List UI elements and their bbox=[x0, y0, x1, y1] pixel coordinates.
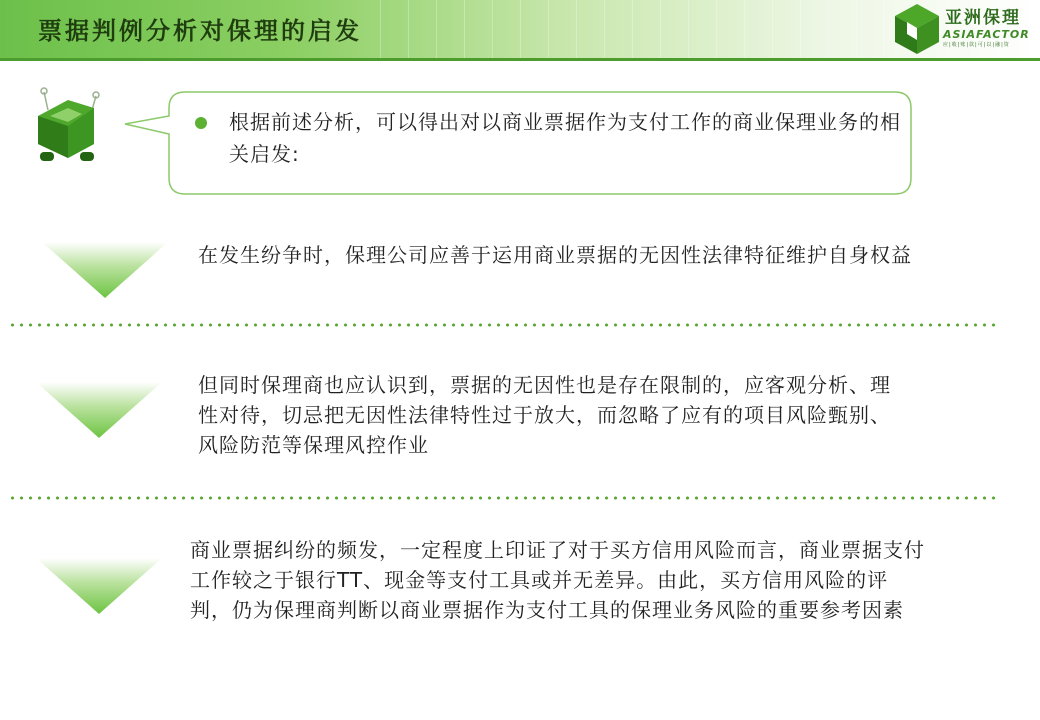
logo-slogan: 应|收|账|款|可|以|融|资 bbox=[943, 42, 1010, 48]
point-text-3: 商业票据纠纷的频发，一定程度上印证了对于买方信用风险而言，商业票据支付工作较之于银行TT、现金等支付工具或并无差异。由此，买方信用风险的评判，仍为保理商判断以商业票据作为支付工具的保理业务风险的重要参考因素 bbox=[190, 538, 925, 622]
dotted-divider bbox=[8, 496, 1000, 500]
header-divider bbox=[0, 58, 1040, 61]
logo-name-en: ASIAFACTOR bbox=[943, 28, 1030, 41]
chevron-down-icon bbox=[34, 380, 164, 442]
bullet-icon bbox=[195, 117, 207, 129]
point-text-1: 在发生纷争时，保理公司应善于运用商业票据的无因性法律特征维护自身权益 bbox=[198, 243, 912, 267]
chevron-down-icon bbox=[40, 240, 170, 302]
logo-cube-icon bbox=[893, 2, 941, 56]
point-text-2: 但同时保理商也应认识到，票据的无因性也是存在限制的，应客观分析、理性对待，切忌把无因性法律特性过于放大，而忽略了应有的项目风险甄别、风险防范等保理风控作业 bbox=[198, 373, 891, 457]
logo-name-cn: 亚洲保理 bbox=[945, 8, 1021, 28]
mascot-icon bbox=[32, 86, 112, 166]
intro-text: 根据前述分析，可以得出对以商业票据作为支付工作的商业保理业务的相关启发: bbox=[229, 110, 901, 166]
company-logo bbox=[893, 2, 1033, 56]
intro-callout bbox=[123, 90, 913, 196]
page-title: 票据判例分析对保理的启发 bbox=[38, 16, 362, 45]
chevron-down-icon bbox=[34, 556, 164, 618]
header-decoration bbox=[380, 0, 900, 58]
dotted-divider bbox=[8, 323, 1000, 327]
